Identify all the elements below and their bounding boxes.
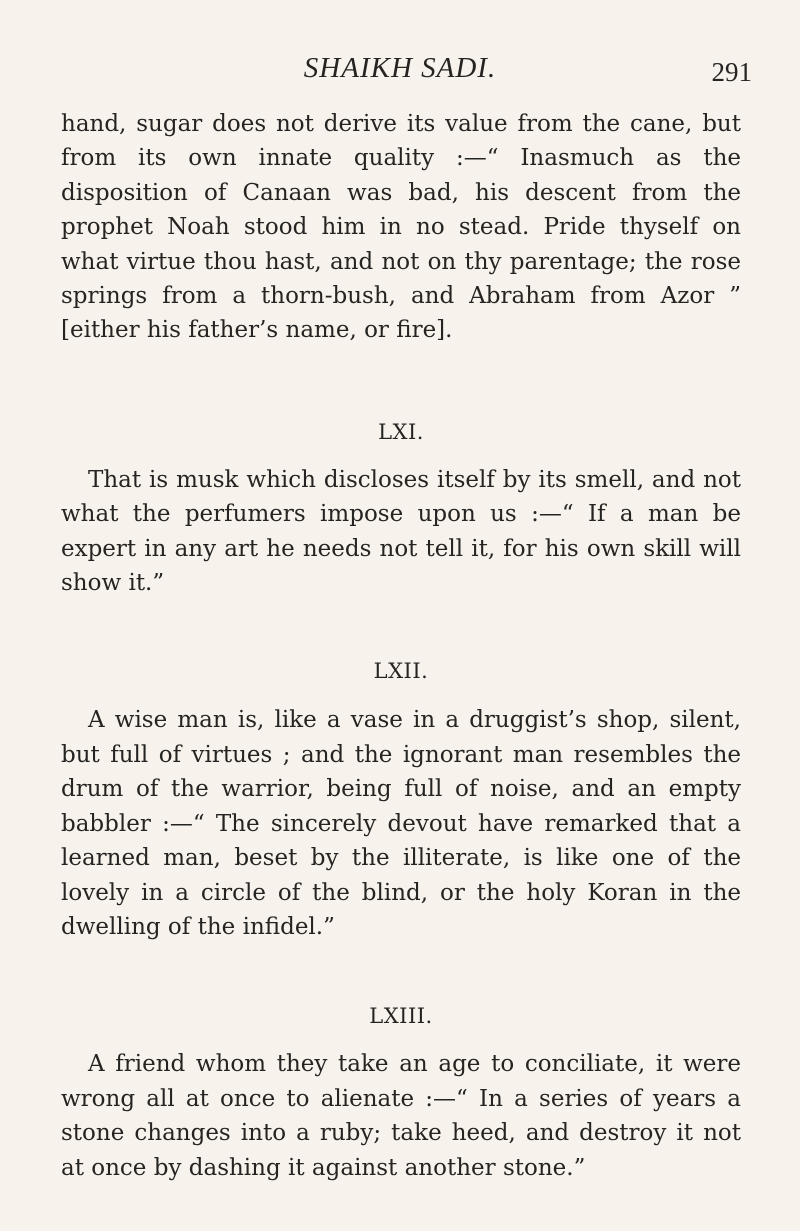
running-title: SHAIKH SADI. xyxy=(303,52,497,84)
section-heading-lxi: LXI. xyxy=(378,419,424,444)
paragraph-lxi: That is musk which discloses itself by its smell, and not what the perfumers impose upon us :—“ If a man be expert in any art he needs not tell it, for his own skill will show it.” xyxy=(61,466,741,597)
section-heading-lxii: LXII. xyxy=(373,659,429,684)
body-text xyxy=(61,107,741,1185)
section-heading-lxiii: LXIII. xyxy=(369,1004,433,1029)
paragraph-lxii: A wise man is, like a vase in a druggist’s shop, silent, but full of virtues ; and the ignorant man resembles the drum of the warrior, being full of noise, and an empty babbler :—“ The sincerely devout have remarked that a learned man, beset by the illiterate, is like one of the lovely in a circle of the blind, or the holy Koran in the dwelling of the infidel.” xyxy=(61,707,741,940)
paragraph-continued: hand, sugar does not derive its value from the cane, but from its own innate quality :—“ Inasmuch as the disposition of Canaan was bad, his descent from the prophet Noah stood him in no stead. Pride thyself on what virtue thou hast, and not on thy parentage; the rose springs from a thorn-bush, and Abraham from Azor ” [either his father’s name, or fire]. xyxy=(61,111,741,344)
paragraph-lxiii: A friend whom they take an age to conciliate, it were wrong all at once to alienate :—“ In a series of years a stone changes into a ruby; take heed, and destroy it not at once by dashing it against another stone.” xyxy=(61,1051,741,1181)
page-number: 291 xyxy=(711,57,752,87)
